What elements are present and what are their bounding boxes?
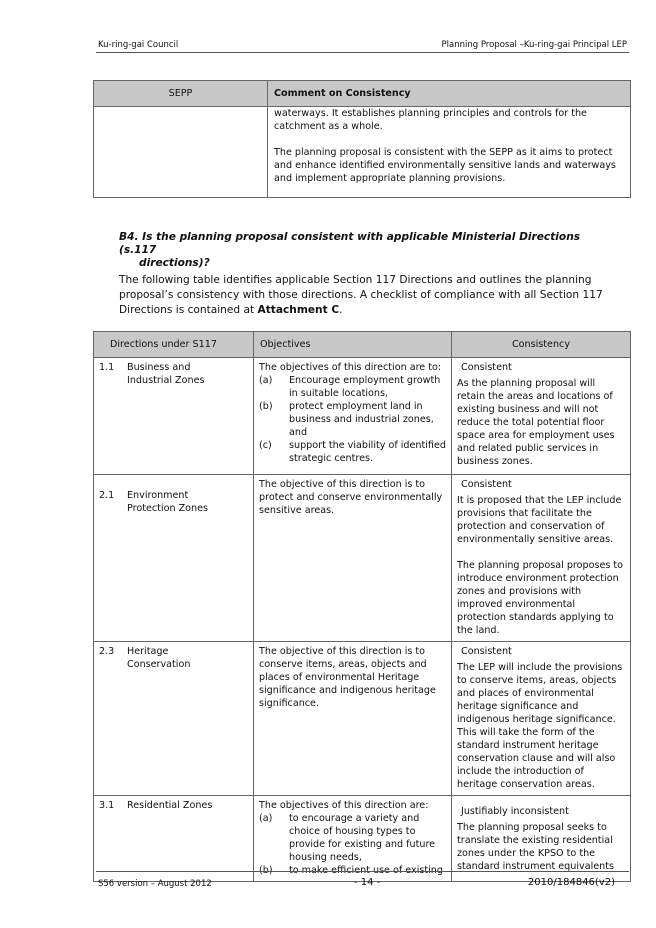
consistency-paragraph: It is proposed that the LEP include provisions that facilitate the protection and conservation of environmentally sensitive areas. (457, 495, 622, 545)
directions-col-header: Directions under S117 (94, 332, 254, 358)
list-item: (a) Encourage employment growth in suitable locations, (259, 375, 441, 399)
direction-name: Residential Zones (127, 800, 213, 811)
comment-col-header: Comment on Consistency (268, 81, 631, 107)
objectives-cell (254, 475, 452, 642)
direction-name: Protection Zones (127, 503, 209, 514)
consistency-cell (452, 358, 631, 475)
footer-version: S56 version – August 2012 (98, 879, 212, 889)
objectives-list (259, 374, 446, 465)
objectives-intro: The objective of this direction is to conserve items, areas, objects and places of environmental Heritage significance and indigenous heritage significance. (259, 646, 436, 709)
objectives-cell (254, 796, 452, 882)
consistency-status: Justifiably inconsistent (461, 806, 569, 817)
comment-paragraph: waterways. It establishes planning principles and controls for the catchment as a whole. (274, 108, 587, 132)
direction-cell (94, 796, 254, 882)
objectives-cell (254, 642, 452, 796)
heading-line: directions)? (139, 257, 210, 269)
consistency-paragraph: The LEP will include the provisions to conserve items, areas, objects and places of environmental heritage significance and indigenous heritage significance. This will take the form of the standard instrument heritage conservation clause and will also include the introduction of heritage conservation areas. (457, 662, 623, 790)
header-document-title: Planning Proposal –Ku-ring-gai Principal LEP (441, 40, 627, 50)
table-row (94, 475, 631, 642)
direction-name: Conservation (127, 659, 191, 670)
heading-line: B4. Is the planning proposal consistent with applicable Ministerial Directions (s.117 (119, 231, 581, 256)
intro-paragraph (119, 273, 624, 318)
objectives-intro: The objectives of this direction are to: (259, 362, 442, 373)
consistency-status: Consistent (461, 479, 512, 490)
footer-reference: 2010/184846(v2) (527, 877, 615, 888)
sepp-col-header: SEPP (94, 81, 268, 107)
list-item: (c) support the viability of identified strategic centres. (259, 440, 446, 464)
objectives-list (259, 812, 446, 877)
comment-paragraph: The planning proposal is consistent with the SEPP as it aims to protect and enhance identified environmentally sensitive lands and waterways and implement appropriate planning provisions. (274, 147, 616, 184)
consistency-status: Consistent (461, 646, 512, 657)
direction-cell (94, 475, 254, 642)
direction-number: 2.1 (99, 490, 115, 501)
direction-number: 3.1 (99, 800, 115, 811)
direction-name: Industrial Zones (127, 375, 205, 386)
intro-end: . (339, 304, 343, 316)
direction-number: 2.3 (99, 646, 115, 657)
comment-cell (268, 107, 631, 198)
page-number: - 14 - (354, 877, 381, 888)
consistency-col-header: Consistency (452, 332, 631, 358)
table-row (94, 642, 631, 796)
list-item: (b) to make efficient use of existing (259, 865, 443, 876)
table-row (94, 358, 631, 475)
direction-name: Business and (127, 362, 191, 373)
objectives-cell (254, 358, 452, 475)
list-item: (a) to encourage a variety and choice of housing types to provide for existing and future housing needs, (259, 813, 436, 863)
directions-table (93, 331, 631, 882)
direction-name: Environment (127, 490, 189, 501)
objectives-intro: The objectives of this direction are: (259, 800, 429, 811)
direction-cell (94, 358, 254, 475)
list-item: (b) protect employment land in business and industrial zones, and (259, 401, 434, 438)
consistency-cell (452, 475, 631, 642)
direction-number: 1.1 (99, 362, 115, 373)
page-footer (96, 871, 629, 892)
consistency-status: Consistent (461, 362, 512, 373)
page-header (96, 38, 629, 53)
sepp-table (93, 80, 631, 198)
sepp-cell (94, 107, 268, 198)
direction-cell (94, 642, 254, 796)
consistency-cell (452, 796, 631, 882)
consistency-paragraph: The planning proposal proposes to introduce environment protection zones and provisions with improved environmental protection standards applying to the land. (457, 560, 624, 636)
header-council: Ku-ring-gai Council (98, 40, 179, 50)
intro-text: The following table identifies applicable Section 117 Directions and outlines the planning proposal’s consistency with those directions. A checklist of compliance with all Section 117 Directions is contained at (119, 274, 603, 316)
direction-name: Heritage (127, 646, 169, 657)
consistency-cell (452, 642, 631, 796)
objectives-col-header: Objectives (254, 332, 452, 358)
objectives-intro: The objective of this direction is to protect and conserve environmentally sensitive areas. (259, 479, 443, 516)
section-heading-b4 (119, 231, 599, 270)
consistency-paragraph: The planning proposal seeks to translate the existing residential zones under the KPSO to the standard instrument equivalents (457, 822, 614, 872)
consistency-paragraph: As the planning proposal will retain the areas and locations of existing business and will not reduce the total potential floor space area for employment uses and related public services in business zones. (457, 378, 615, 467)
table-row (94, 796, 631, 882)
attachment-reference: Attachment C (257, 304, 340, 316)
